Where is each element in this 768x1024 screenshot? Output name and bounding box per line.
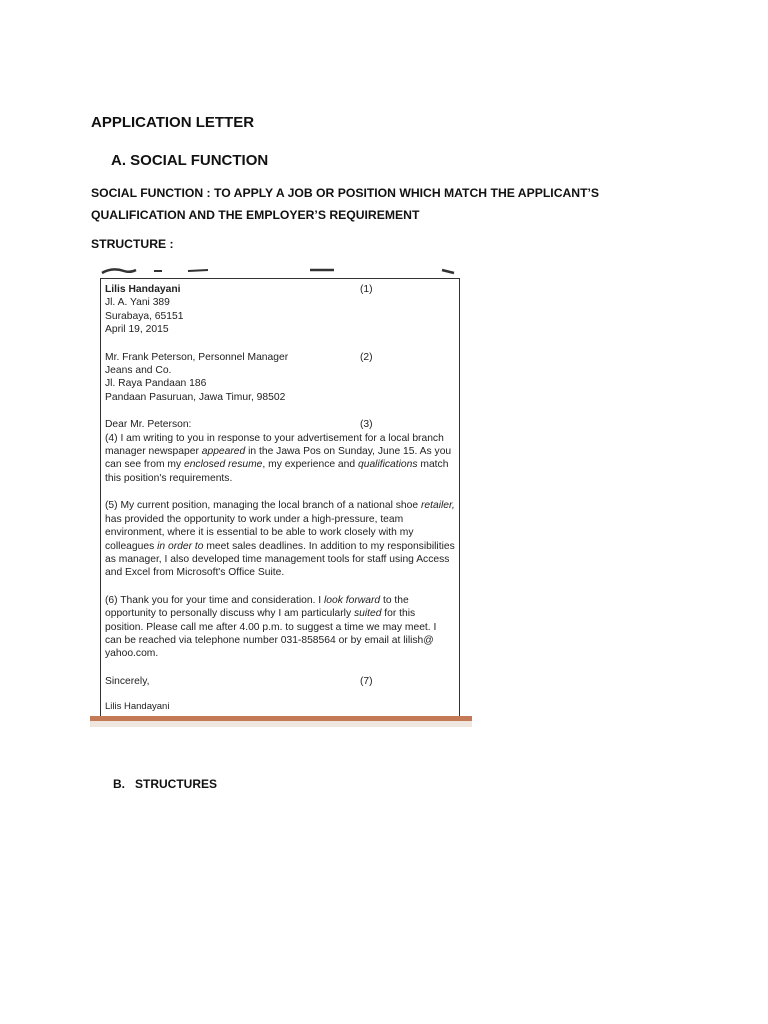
letter-date: April 19, 2015 (105, 324, 169, 336)
section-a-heading: A. SOCIAL FUNCTION (111, 152, 269, 169)
recipient-street: Jl. Raya Pandaan 186 (105, 378, 207, 390)
closing: Sincerely, (105, 675, 150, 687)
salutation-row (105, 418, 455, 431)
salutation: Dear Mr. Peterson: (105, 419, 192, 431)
sender-street: Jl. A. Yani 389 (105, 297, 170, 309)
letter-frame (100, 278, 460, 720)
paragraph-4: (4) I am writing to you in response to your advertisement for a local branch manager newspaper appeared in the Jawa Pos on Sunday, June 15. As you can see from my enclosed resume, my experience and qualifications match this position's requirements. (105, 432, 452, 484)
recipient-city: Pandaan Pasuruan, Jawa Timur, 98502 (105, 391, 286, 403)
marker-3: (3) (360, 419, 373, 431)
page-title: APPLICATION LETTER (91, 114, 255, 131)
letter-example-image (90, 264, 472, 730)
scan-bottom-shadow (90, 721, 472, 727)
sender-name: Lilis Handayani (105, 284, 181, 295)
structure-label: STRUCTURE : (91, 237, 174, 251)
sender-name-row (105, 283, 455, 296)
marker-2: (2) (360, 351, 373, 363)
social-function-text: SOCIAL FUNCTION : TO APPLY A JOB OR POSITION WHICH MATCH THE APPLICANT’S QUALIFICATION AND THE EMPLOYER’S REQUIREMENT (91, 186, 600, 222)
recipient-name-row (105, 351, 455, 364)
sender-city: Surabaya, 65151 (105, 310, 184, 322)
section-b-number: B. (113, 777, 125, 791)
marker-1: (1) (360, 284, 373, 295)
marker-7: (7) (360, 675, 373, 687)
section-b-label: STRUCTURES (135, 777, 218, 791)
section-b-heading (113, 777, 217, 791)
closing-row (105, 675, 455, 688)
paragraph-5: (5) My current position, managing the local branch of a national shoe retailer, has provided the opportunity to work under a high-pressure, team environment, where it is essential to be able to work closely with my colleagues in order to meet sales deadlines. In addition to my responsibilities as manager, I also developed time management tools for staff using Access and Excel from Microsoft's Office Suite. (105, 500, 455, 579)
recipient-name: Mr. Frank Peterson, Personnel Manager (105, 351, 289, 363)
signature: Lilis Handayani (105, 701, 170, 713)
paragraph-6: (6) Thank you for your time and consideration. I look forward to the opportunity to personally discuss why I am particularly suited for this position. Please call me after 4.00 p.m. to suggest a time we may meet. I can be reached via telephone number 031-858564 or by email at lilish@ yahoo.com. (105, 594, 437, 660)
letter-content (105, 283, 455, 714)
recipient-company: Jeans and Co. (105, 365, 172, 377)
